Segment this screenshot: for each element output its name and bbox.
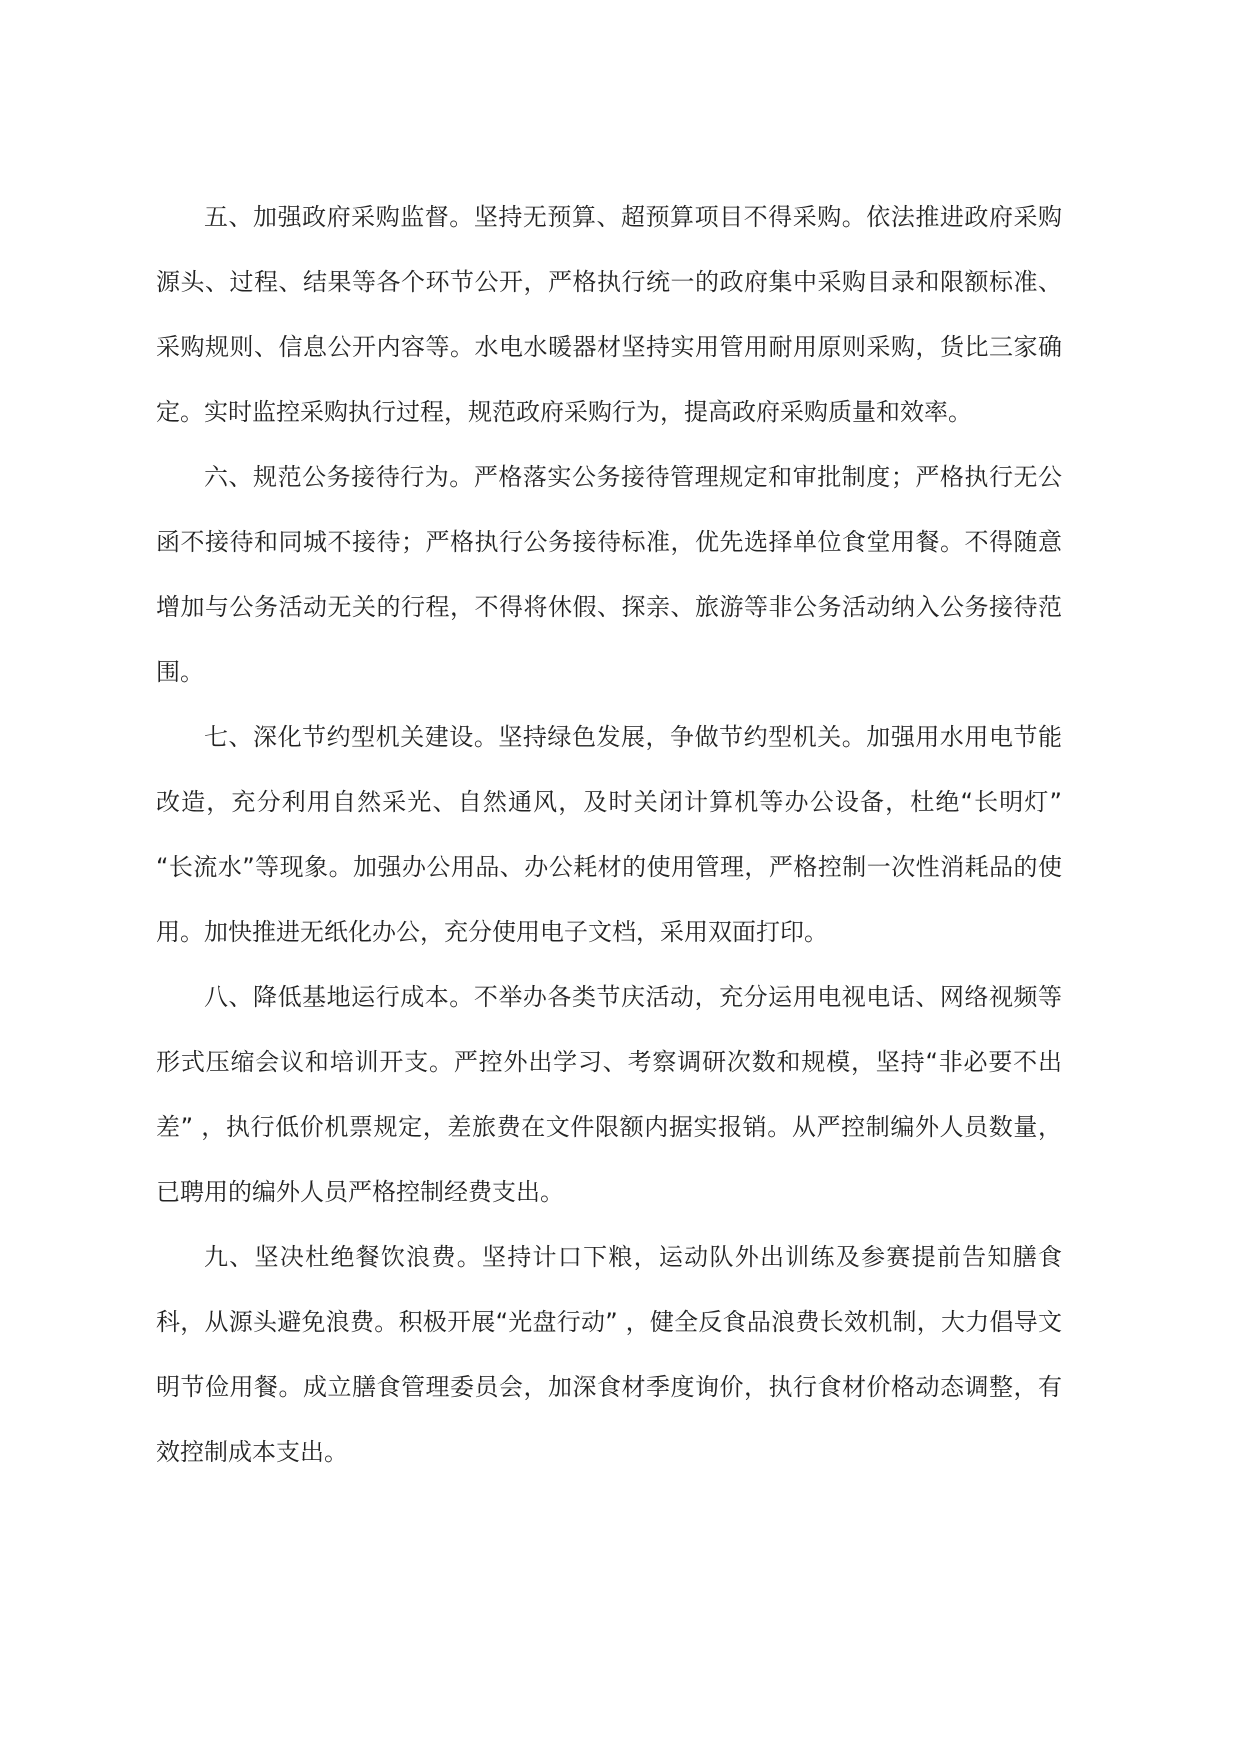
paragraph-food-waste: 九、坚决杜绝餐饮浪费。坚持计口下粮，运动队外出训练及参赛提前告知膳食科，从源头避免浪费。积极开展“光盘行动” ，健全反食品浪费长效机制，大力倡导文明节俭用餐。成立膳食管理委员会，加深食材季度询价，执行食材价格动态调整，有效控制成本支出。 (156, 1243, 1062, 1466)
paragraph-government-procurement: 五、加强政府采购监督。坚持无预算、超预算项目不得采购。依法推进政府采购源头、过程、结果等各个环节公开，严格执行统一的政府集中采购目录和限额标准、采购规则、信息公开内容等。水电水暖器材坚持实用管用耐用原则采购，货比三家确定。实时监控采购执行过程，规范政府采购行为，提高政府采购质量和效率。 (156, 203, 1062, 426)
document-body (156, 185, 1062, 1485)
paragraph-energy-saving-office: 七、深化节约型机关建设。坚持绿色发展，争做节约型机关。加强用水用电节能改造，充分利用自然采光、自然通风，及时关闭计算机等办公设备，杜绝“长明灯” “长流水”等现象。加强办公用品、办公耗材的使用管理，严格控制一次性消耗品的使用。加快推进无纸化办公，充分使用电子文档，采用双面打印。 (156, 723, 1062, 946)
paragraph-official-reception: 六、规范公务接待行为。严格落实公务接待管理规定和审批制度；严格执行无公函不接待和同城不接待；严格执行公务接待标准，优先选择单位食堂用餐。不得随意增加与公务活动无关的行程，不得将休假、探亲、旅游等非公务活动纳入公务接待范围。 (156, 463, 1062, 686)
paragraph-operating-cost: 八、降低基地运行成本。不举办各类节庆活动，充分运用电视电话、网络视频等形式压缩会议和培训开支。严控外出学习、考察调研次数和规模，坚持“非必要不出差” ，执行低价机票规定，差旅费在文件限额内据实报销。从严控制编外人员数量，已聘用的编外人员严格控制经费支出。 (156, 983, 1062, 1206)
